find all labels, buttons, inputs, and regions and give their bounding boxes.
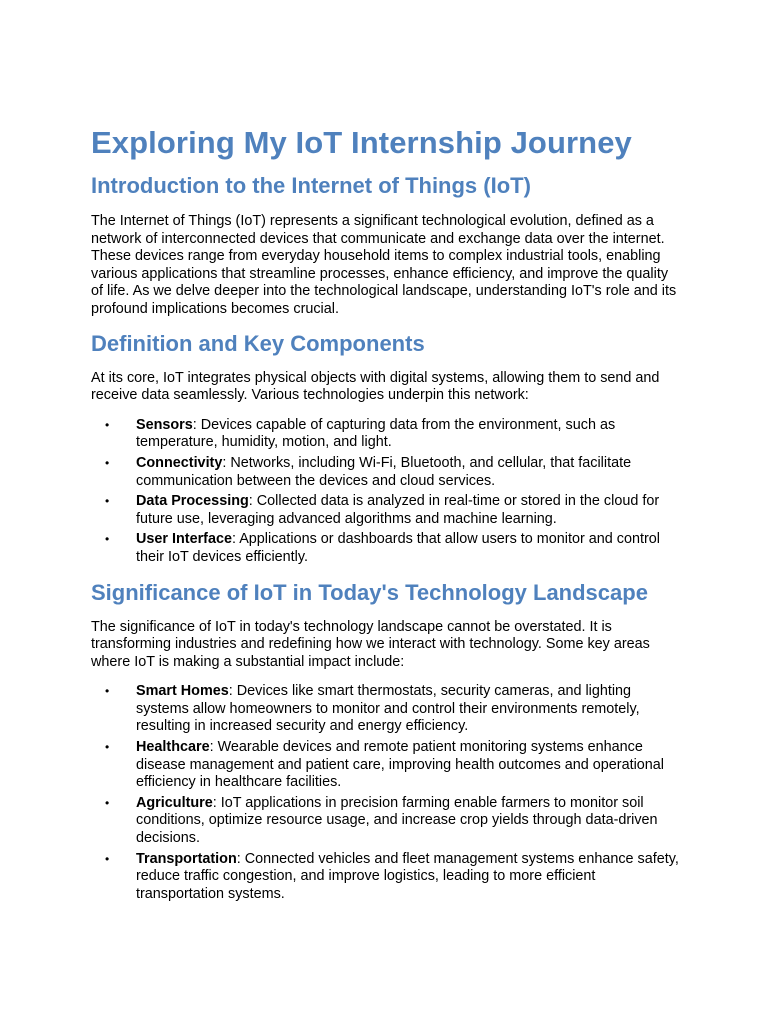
list-item-text: : IoT applications in precision farming enable farmers to monitor soil conditions, optimize resource usage, and increase crop yields through data-driven decisions. bbox=[136, 794, 658, 847]
list-item-text: : Devices capable of capturing data from the environment, such as temperature, humidity, motion, and light. bbox=[136, 416, 616, 451]
list-item-text: : Connected vehicles and fleet management systems enhance safety, reduce traffic congestion, and improve logistics, leading to more efficient transportation systems. bbox=[136, 850, 679, 902]
list-item-text: : Networks, including Wi-Fi, Bluetooth, and cellular, that facilitate communication between the devices and cloud services. bbox=[136, 454, 632, 489]
bullet-icon: • bbox=[105, 851, 110, 866]
list-item bbox=[91, 417, 680, 452]
list-item-text: : Applications or dashboards that allow users to monitor and control their IoT devices efficiently. bbox=[136, 531, 660, 565]
document-title: Exploring My IoT Internship Journey bbox=[91, 125, 632, 160]
list-item-term: User Interface bbox=[136, 531, 232, 548]
significance-paragraph: The significance of IoT in today's technology landscape cannot be overstated. It is transforming industries and redefining how we interact with technology. Some key areas where IoT is making a substantial impact include: bbox=[91, 618, 650, 670]
list-item bbox=[91, 493, 680, 528]
bullet-icon: • bbox=[105, 455, 110, 470]
bullet-icon: • bbox=[105, 795, 110, 810]
list-item-term: Agriculture bbox=[136, 794, 213, 811]
definition-paragraph: At its core, IoT integrates physical objects with digital systems, allowing them to send and receive data seamlessly. Various technologies underpin this network: bbox=[91, 369, 660, 404]
section-heading-definition: Definition and Key Components bbox=[91, 330, 425, 356]
bullet-icon: • bbox=[105, 740, 110, 755]
list-item bbox=[91, 531, 680, 566]
key-components-list bbox=[91, 417, 680, 567]
bullet-icon: • bbox=[105, 494, 110, 509]
list-item-text: : Collected data is analyzed in real-time or stored in the cloud for future use, leveraging advanced algorithms and machine learning. bbox=[136, 493, 660, 527]
bullet-icon: • bbox=[105, 684, 110, 699]
list-item-text: : Wearable devices and remote patient monitoring systems enhance disease management and patient care, improving health outcomes and operational efficiency in healthcare facilities. bbox=[136, 739, 664, 791]
list-item bbox=[91, 455, 680, 490]
impact-areas-list bbox=[91, 683, 680, 903]
list-item-term: Connectivity bbox=[136, 454, 223, 471]
list-item bbox=[91, 683, 680, 736]
list-item-term: Transportation bbox=[136, 850, 237, 867]
list-item bbox=[91, 851, 680, 904]
section-heading-significance: Significance of IoT in Today's Technology Landscape bbox=[91, 579, 648, 605]
list-item-term: Data Processing bbox=[136, 493, 249, 510]
bullet-icon: • bbox=[105, 417, 110, 432]
section-heading-introduction: Introduction to the Internet of Things (IoT) bbox=[91, 173, 531, 198]
list-item bbox=[91, 795, 680, 848]
list-item-term: Healthcare bbox=[136, 739, 210, 756]
bullet-icon: • bbox=[105, 532, 110, 547]
list-item-term: Smart Homes bbox=[136, 683, 229, 700]
list-item-term: Sensors bbox=[136, 416, 193, 433]
introduction-paragraph: The Internet of Things (IoT) represents a significant technological evolution, defined as a network of interconnected devices that communicate and exchange data over the internet. These devices range from everyday household items to complex industrial tools, enabling various applications that streamline processes, enhance efficiency, and improve the quality of life. As we delve deeper into the technological landscape, understanding IoT's role and its profound implications becomes crucial. bbox=[91, 213, 677, 317]
list-item bbox=[91, 739, 680, 792]
list-item-text: : Devices like smart thermostats, security cameras, and lighting systems allow homeowners to monitor and control their environments remotely, resulting in increased security and energy efficiency. bbox=[136, 683, 640, 735]
